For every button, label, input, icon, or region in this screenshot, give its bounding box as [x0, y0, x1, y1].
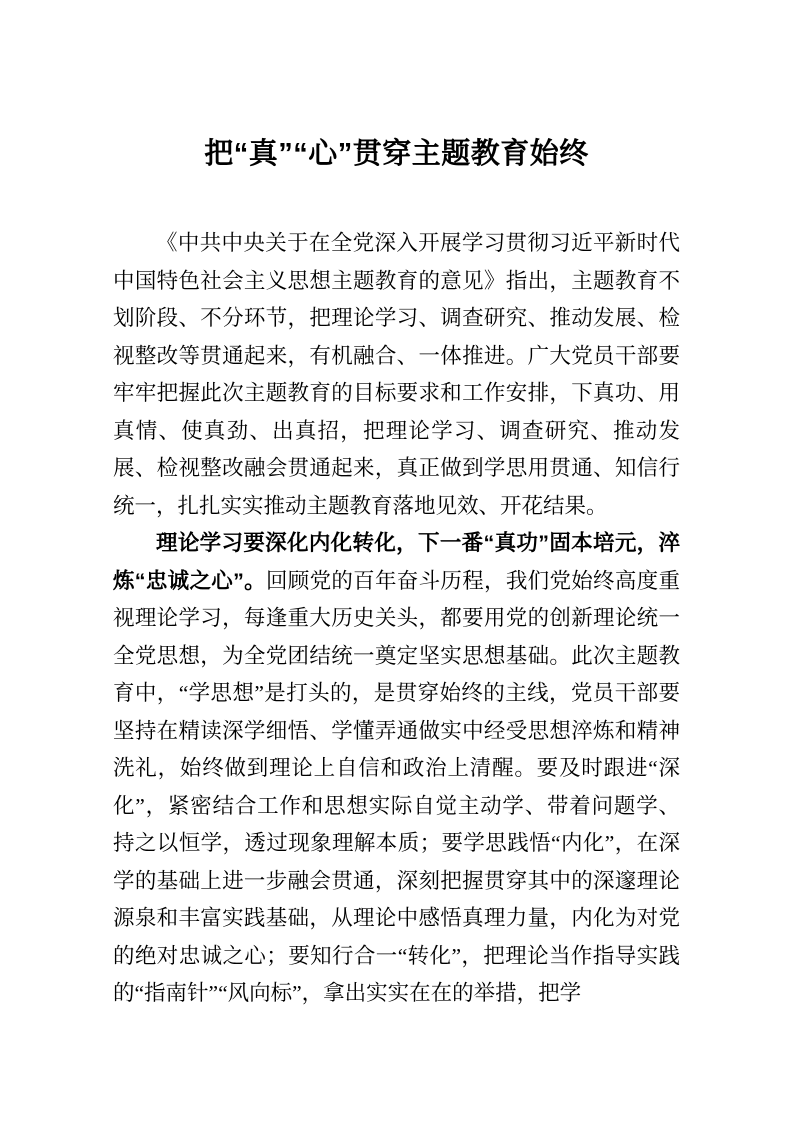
paragraph-body-text: 《中共中央关于在全党深入开展学习贯彻习近平新时代中国特色社会主义思想主题教育的意见》指出，主题教育不划阶段、不分环节，把理论学习、调查研究、推动发展、检视整改等贯通起来，有机融合、一体推进。广大党员干部要牢牢把握此次主题教育的目标要求和工作安排，下真功、用真情、使真劲、出真招，把理论学习、调查研究、推动发展、检视整改融会贯通起来，真正做到学思用贯通、知信行统一，扎扎实实推动主题教育落地见效、开花结果。 — [113, 231, 680, 518]
paragraph — [113, 225, 680, 525]
paragraph-lead-text: 理论学习要深化内化转化，下一番“真功”固本培元，淬炼“忠诚之心”。 — [113, 531, 680, 593]
document-title: 把“真”“心”贯穿主题教育始终 — [204, 138, 589, 170]
paragraph-body-text: 回顾党的百年奋斗历程，我们党始终高度重视理论学习，每逢重大历史关头，都要用党的创新理论统一全党思想，为全党团结统一奠定坚实思想基础。此次主题教育中，“学思想”是打头的，是贯穿始终的主线，党员干部要坚持在精读深学细悟、学懂弄通做实中经受思想淬炼和精神洗礼，始终做到理论上自信和政治上清醒。要及时跟进“深化”，紧密结合工作和思想实际自觉主动学、带着问题学、持之以恒学，透过现象理解本质；要学思践悟“内化”，在深学的基础上进一步融会贯通，深刻把握贯穿其中的深邃理论源泉和丰富实践基础，从理论中感悟真理力量，内化为对党的绝对忠诚之心；要知行合一“转化”，把理论当作指导实践的“指南针”“风向标”，拿出实实在在的举措，把学 — [113, 568, 680, 1005]
paragraph — [113, 525, 680, 1013]
